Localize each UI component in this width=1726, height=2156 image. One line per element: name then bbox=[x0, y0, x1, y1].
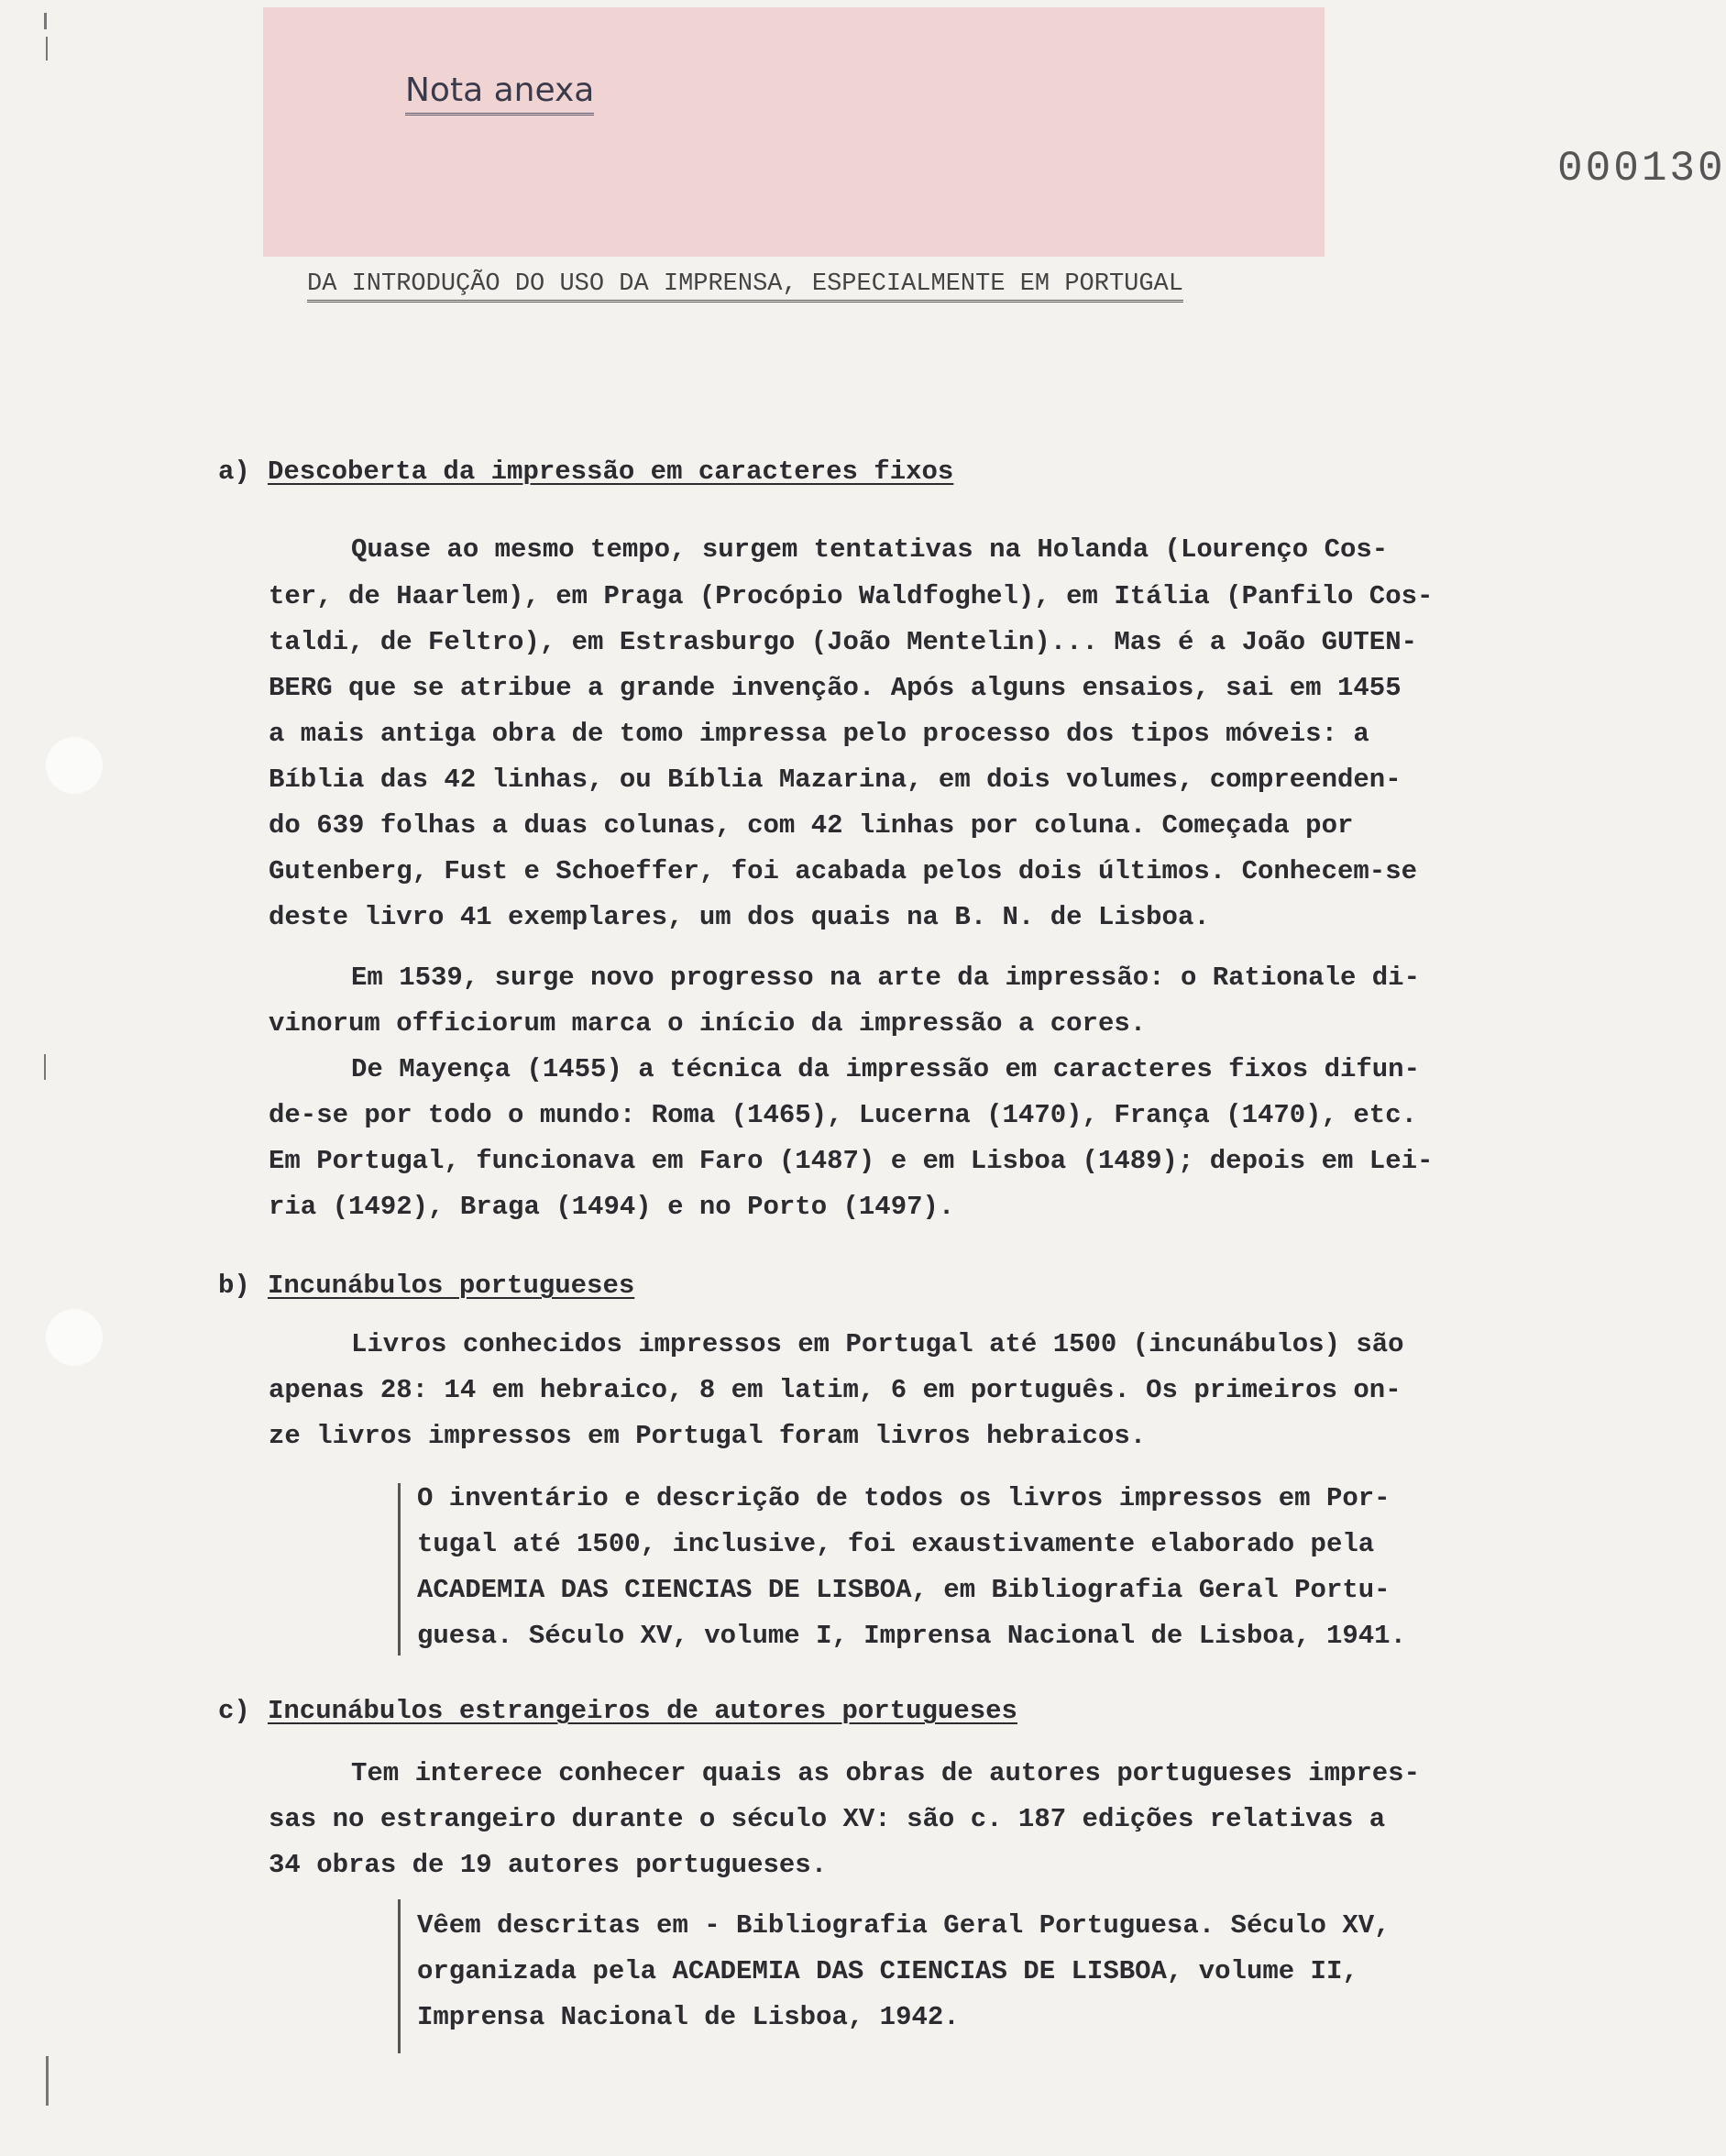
quote-line: ACADEMIA DAS CIENCIAS DE LISBOA, em Bibliografia Geral Portu- bbox=[417, 1575, 1391, 1605]
quote-line: O inventário e descrição de todos os livros impressos em Por- bbox=[417, 1483, 1391, 1513]
margin-mark bbox=[44, 13, 47, 29]
quote-bar bbox=[398, 1483, 401, 1656]
punch-hole bbox=[46, 1309, 103, 1366]
quote-line: organizada pela ACADEMIA DAS CIENCIAS DE LISBOA, volume II, bbox=[417, 1956, 1358, 1986]
pink-label-strip bbox=[263, 7, 1726, 257]
margin-mark bbox=[44, 1054, 46, 1080]
text-line: deste livro 41 exemplares, um dos quais na B. N. de Lisboa. bbox=[269, 902, 1210, 932]
quote-bar bbox=[398, 1899, 401, 2053]
text-line: Quase ao mesmo tempo, surgem tentativas na Holanda (Lourenço Cos- bbox=[351, 534, 1389, 565]
section-c-heading: Incunábulos estrangeiros de autores portugueses bbox=[268, 1696, 1017, 1726]
quote-line: Vêem descritas em - Bibliografia Geral Portuguesa. Século XV, bbox=[417, 1910, 1391, 1941]
text-line: ter, de Haarlem), em Praga (Procópio Waldfoghel), em Itália (Panfilo Cos- bbox=[269, 581, 1434, 611]
punch-hole bbox=[46, 737, 103, 794]
text-line: sas no estrangeiro durante o século XV: são c. 187 edições relativas a bbox=[269, 1804, 1386, 1834]
section-a-heading: Descoberta da impressão em caracteres fixos bbox=[268, 456, 954, 487]
text-line: taldi, de Feltro), em Estrasburgo (João Mentelin)... Mas é a João GUTEN- bbox=[269, 627, 1418, 657]
margin-mark bbox=[46, 37, 48, 60]
handwritten-note: Nota anexa bbox=[405, 72, 594, 116]
quote-line: tugal até 1500, inclusive, foi exaustivamente elaborado pela bbox=[417, 1529, 1375, 1559]
text-line: ria (1492), Braga (1494) e no Porto (1497). bbox=[269, 1192, 955, 1222]
text-line: De Mayença (1455) a técnica da impressão em caracteres fixos difun- bbox=[351, 1054, 1420, 1084]
text-line: Livros conhecidos impressos em Portugal até 1500 (incunábulos) são bbox=[351, 1329, 1404, 1359]
section-a-label: a) bbox=[218, 456, 250, 487]
document-number: 000130 bbox=[1557, 145, 1726, 192]
text-line: Em 1539, surge novo progresso na arte da impressão: o Rationale di- bbox=[351, 962, 1420, 993]
margin-mark bbox=[46, 2056, 49, 2106]
document-title: DA INTRODUÇÃO DO USO DA IMPRENSA, ESPECIALMENTE EM PORTUGAL bbox=[307, 270, 1183, 302]
text-line: a mais antiga obra de tomo impressa pelo processo dos tipos móveis: a bbox=[269, 719, 1369, 749]
text-line: de-se por todo o mundo: Roma (1465), Lucerna (1470), França (1470), etc. bbox=[269, 1100, 1418, 1130]
text-line: vinorum officiorum marca o início da impressão a cores. bbox=[269, 1008, 1147, 1039]
section-b-label: b) bbox=[218, 1270, 250, 1301]
text-line: Gutenberg, Fust e Schoeffer, foi acabada pelos dois últimos. Conhecem-se bbox=[269, 856, 1418, 886]
text-line: 34 obras de 19 autores portugueses. bbox=[269, 1850, 828, 1880]
text-line: BERG que se atribue a grande invenção. Após alguns ensaios, sai em 1455 bbox=[269, 673, 1402, 703]
text-line: apenas 28: 14 em hebraico, 8 em latim, 6 em português. Os primeiros on- bbox=[269, 1375, 1402, 1405]
text-line: do 639 folhas a duas colunas, com 42 linhas por coluna. Começada por bbox=[269, 810, 1354, 841]
quote-line: guesa. Século XV, volume I, Imprensa Nacional de Lisboa, 1941. bbox=[417, 1621, 1406, 1651]
section-b-heading: Incunábulos portugueses bbox=[268, 1270, 635, 1301]
text-line: Bíblia das 42 linhas, ou Bíblia Mazarina, em dois volumes, compreenden- bbox=[269, 764, 1402, 795]
text-line: Em Portugal, funcionava em Faro (1487) e em Lisboa (1489); depois em Lei- bbox=[269, 1146, 1434, 1176]
section-c-label: c) bbox=[218, 1696, 250, 1726]
quote-line: Imprensa Nacional de Lisboa, 1942. bbox=[417, 2002, 960, 2032]
text-line: ze livros impressos em Portugal foram livros hebraicos. bbox=[269, 1421, 1147, 1451]
text-line: Tem interece conhecer quais as obras de autores portugueses impres- bbox=[351, 1758, 1420, 1788]
